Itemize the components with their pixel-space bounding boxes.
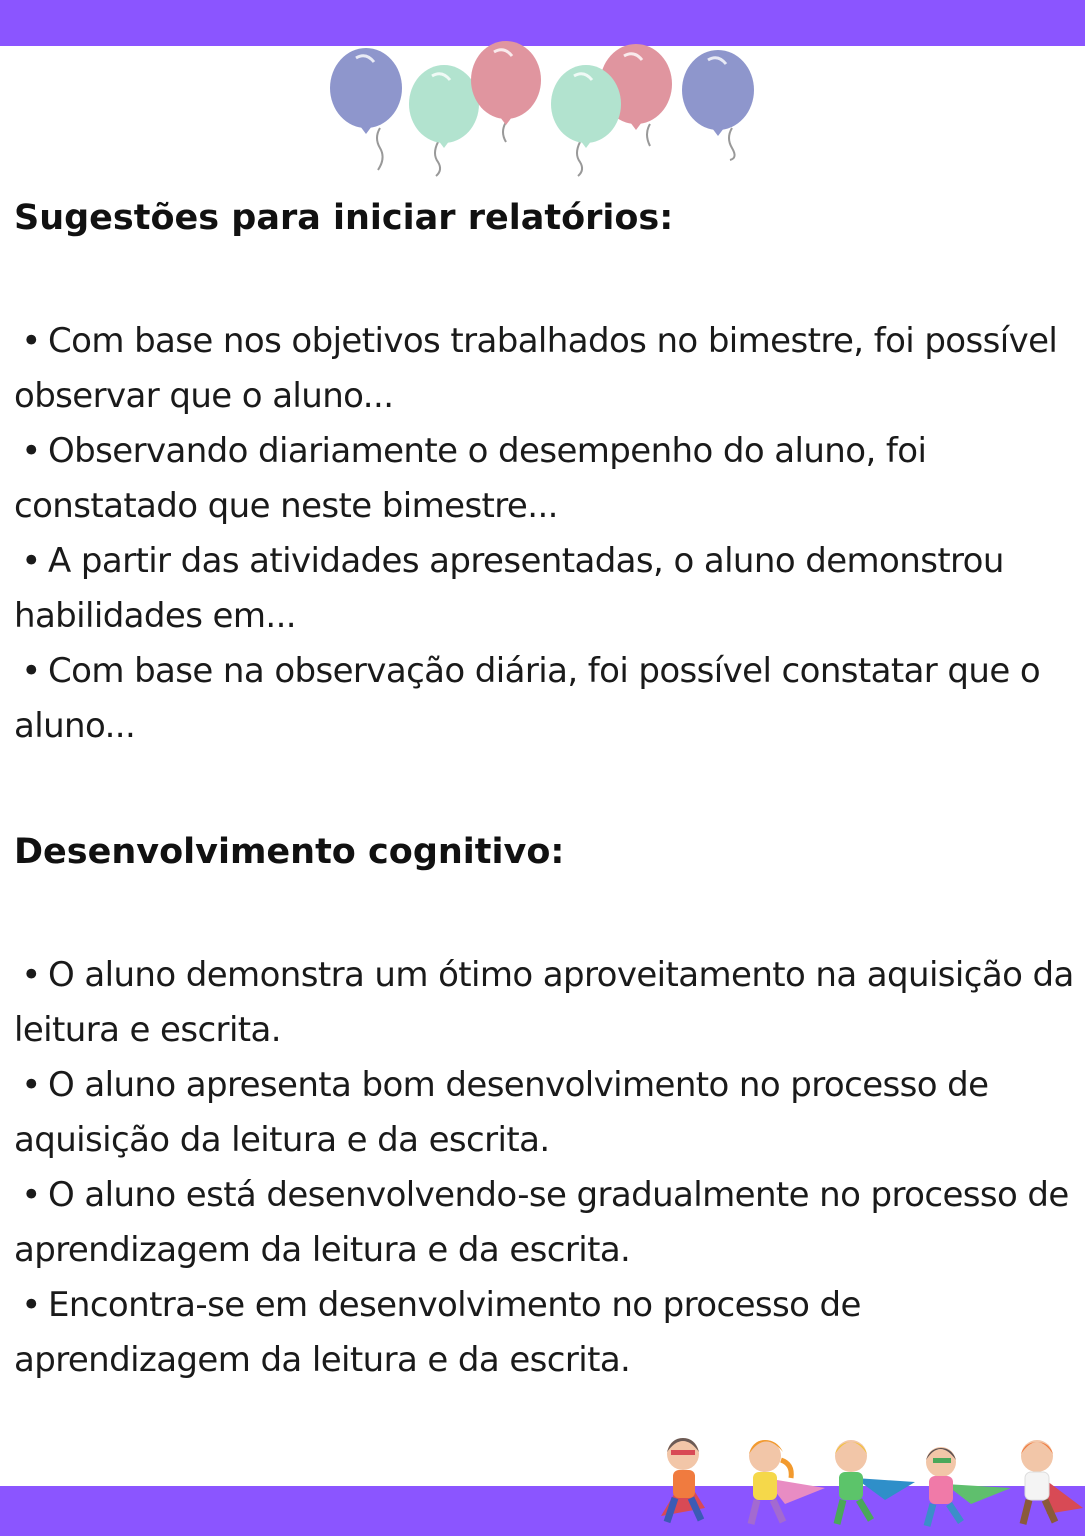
kid-3: [835, 1440, 915, 1524]
kid-2: [749, 1440, 825, 1524]
list-item: • Com base nos objetivos trabalhados no bimestre, foi possível observar que o aluno...: [14, 321, 1058, 416]
list-item: • A partir das atividades apresentadas, o aluno demonstrou habilidades em...: [14, 541, 1004, 636]
balloon-mint-left: [409, 65, 479, 176]
balloon-pink-left: [471, 41, 541, 142]
list-item: • Observando diariamente o desempenho do aluno, foi constatado que neste bimestre...: [14, 431, 927, 526]
balloons-icon: [320, 38, 770, 178]
list-item: • O aluno demonstra um ótimo aproveitamento na aquisição da leitura e escrita.: [14, 955, 1074, 1050]
kid-4: [926, 1447, 1011, 1526]
balloon-blue-right: [682, 50, 754, 160]
list-item: • O aluno apresenta bom desenvolvimento no processo de aquisição da leitura e da escrita.: [14, 1065, 989, 1160]
list-item: • Com base na observação diária, foi possível constatar que o aluno...: [14, 651, 1041, 746]
kid-1: [661, 1438, 705, 1522]
kid-5: [1021, 1440, 1083, 1524]
balloon-blue-left: [330, 48, 402, 170]
list-item: • O aluno está desenvolvendo-se gradualmente no processo de aprendizagem da leitura e da escrita.: [14, 1175, 1069, 1270]
list-item: • Encontra-se em desenvolvimento no processo de aprendizagem da leitura e da escrita.: [14, 1285, 861, 1380]
document-body: [14, 196, 1080, 1388]
balloon-mint-right: [551, 65, 621, 176]
section-heading-cognitive-development: Desenvolvimento cognitivo:: [14, 832, 565, 872]
section-heading-report-starters: Sugestões para iniciar relatórios:: [14, 198, 674, 238]
report-starters-list: [14, 314, 1080, 754]
running-kids-icon: [655, 1432, 1085, 1536]
cognitive-development-list: [14, 948, 1080, 1388]
